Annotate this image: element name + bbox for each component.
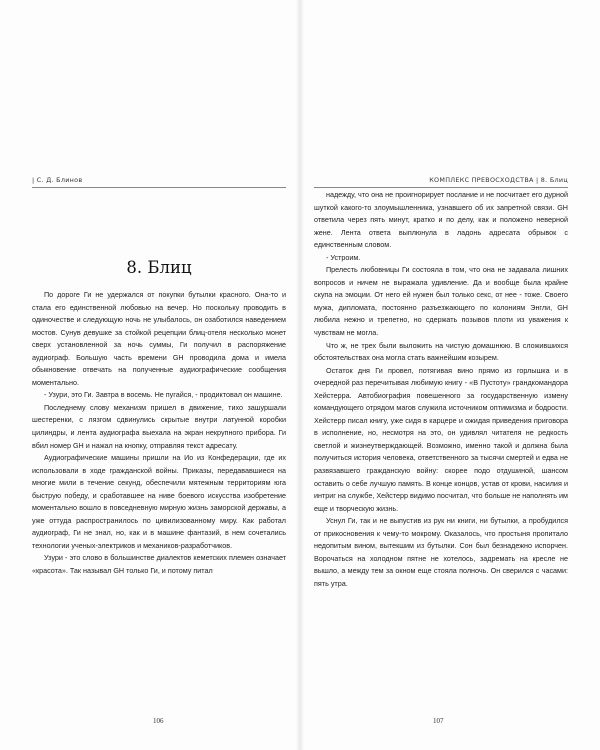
left-page-number: 106 xyxy=(153,717,164,725)
left-header-rule xyxy=(32,187,286,188)
left-paragraph: По дороге Ги не удержался от покупки бутылки красного. Она-то и стала его единственной любовью на вечер. Но поскольку проводить в одиночестве и следующую ночь не улыбалось, он озаботился наведением мостов. Сунув девушке за стойкой рецепции блиц-отеля несколько монет сверх установленной за ночь суммы, Ги получил в распоряжение аудиограф. Большую часть времени GH проводила дома и имела обыкновение отвечать на полученные аудиографические сообщения моментально. xyxy=(32,290,286,387)
right-paragraph: Что ж, не трех были выложить на чистую домашнюю. В сложившихся обстоятельствах она могла стать важнейшим козырем. xyxy=(314,340,568,363)
right-paragraph: - Устроим. xyxy=(326,252,361,262)
right-header-rule xyxy=(314,187,568,188)
left-paragraph: Последнему слову механизм пришел в движение, тихо зашуршали шестеренки, с лязгом сдвинулись скрытые внутри латунной коробки цилиндры, и лента аудиографа выехала на экран некрупного прибора. Ги вбил номер GH и нажал на кнопку, отправляя текст адресату. xyxy=(32,402,286,450)
left-paragraph: Узури - это слово в большинстве диалектов кеметских племен означает «красота». Так называл GH только Ги, и потому питал xyxy=(32,553,286,576)
left-running-head: | С. Д. Блинов xyxy=(32,176,83,184)
right-paragraph: Остаток дня Ги провел, потягивая вино прямо из горлышка и в очередной раз перечитывая любимую книгу - «В Пустоту» грандкомандора Хейстерра. Автобиография повешенного за государственную измену командующего отрядом магов служила источником оптимизма и бодрости. Хейстерр писал книгу, уже сидя в карцере и ожидая приведения приговора в исполнение, но, несмотря на это, он удивлял читателя не редкость светлой и жизнеутверждающей. Возможно, именно такой и должна была получиться история человека, ответственного за тысячи смертей и едва не развязавшего гражданскую войну: скорее подо отдушиной, шансом оставить о себе лучшую память. В конце концов, устав от крови, насилия и интриг на службе, Хейстерр видимо посчитал, что больше не наполнять им еще и творческую жизнь. xyxy=(314,365,568,513)
left-paragraph: Аудиографические машины пришли на Ио из Конфедерации, где их использовали в ходе гражданской войны. Приказы, передававшиеся на многие мили в течение секунд, обеспечили мятежным территориям юга быструю победу, и сработавшее на ниве боевого искусства изобретение моментально вошло в повседневную мирную жизнь заморской державы, а уже оттуда распространилось по цивилизованному миру. Как работал аудиограф, Ги не знал, но, как и в машине фантазий, в нем сочетались технологии ученых-электриков и механиков-разработчиков. xyxy=(32,453,286,550)
left-paragraph: - Узури, это Ги. Завтра в восемь. Не пугайся, - продиктовал он машине. xyxy=(44,390,283,400)
right-running-head: КОМПЛЕКС ПРЕВОСХОДСТВА | 8. Блиц xyxy=(429,176,568,184)
right-page-number: 107 xyxy=(433,717,444,725)
book-gutter xyxy=(296,0,304,750)
chapter-title: 8. Блиц xyxy=(126,258,192,277)
right-paragraph: Прелесть любовницы Ги состояла в том, что она не задавала лишних вопросов и ничем не выражала удивление. Да и вообще была крайне скупа на эмоции. От него ей нужен был только секс, от нее - тоже. Своего мужа, дипломата, постоянно разъезжающего по колониям Энгли, GH любила нежно и трепетно, но сдержать позывов плоти из уважения к чувствам не могла. xyxy=(314,265,568,338)
right-paragraph: надежду, что она не проигнорирует послание и не посчитает его дурной шуткой какого-то злоумышленника, узнавшего об их запретной связи. GH ответила через пять минут, кратко и по делу, как и положено неверной жене. Лента ответа выплюнула в ладонь адресата обрывок с единственным словом. xyxy=(314,190,568,250)
right-page-body xyxy=(314,189,568,591)
right-paragraph: Уснул Ги, так и не выпустив из рук ни книги, ни бутылки, а пробудился от прикосновения к чему-то мокрому. Оказалось, что простыня пропитало недопитым вином, вытекшим из бутылки. Сон был безнадежно испорчен. Ворочаться на холодном пятне не хотелось, задремать на кресле не вышло, а между тем за окном еще стояла полночь. Он сверился с часами: пять утра. xyxy=(314,516,568,588)
left-page-body xyxy=(32,289,286,578)
